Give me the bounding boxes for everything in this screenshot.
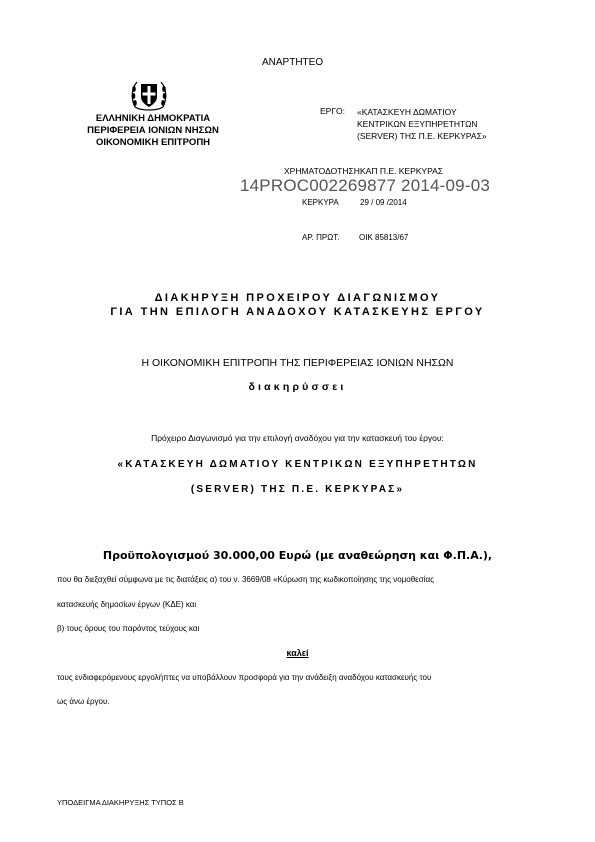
project-title-line: «ΚΑΤΑΣΚΕΥΗ ΔΩΜΑΤΙΟΥ ΚΕΝΤΡΙΚΩΝ ΕΞΥΠΗΡΕΤΗΤΩΝ (117, 459, 478, 470)
authority-line: ΟΙΚΟΝΟΜΙΚΗ ΕΠΙΤΡΟΠΗ (95, 137, 211, 148)
budget-statement: Προϋπολογισμού 30.000,00 Ευρώ (με αναθεώρηση και Φ.Π.Α.), (102, 549, 493, 562)
protocol-number: ΟΙΚ 85813/67 (359, 233, 409, 242)
authority-line: ΕΛΛΗΝΙΚΗ ΔΗΜΟΚΡΑΤΙΑ (95, 113, 211, 124)
declares-heading: διακηρύσσει (248, 381, 347, 393)
body-paragraph-line: β) τους όρους του παρόντος τεύχους και (57, 624, 200, 633)
document-subtitle: ΓΙΑ ΤΗΝ ΕΠΙΛΟΓΗ ΑΝΑΔΟΧΟΥ ΚΑΤΑΣΚΕΥΗΣ ΕΡΓΟΥ (110, 306, 485, 318)
footer-template-note: ΥΠΟΔΕΙΓΜΑ ΔΙΑΚΗΡΥΞΗΣ ΤΥΠΟΣ Β (57, 798, 184, 807)
project-label: ΕΡΓΟ: (320, 106, 345, 116)
tender-intro: Πρόχειρο Διαγωνισμό για την επιλογή αναδόχου για την κατασκευή του έργου: (151, 433, 444, 443)
greek-coat-of-arms-emblem (129, 77, 169, 113)
document-title: ΔΙΑΚΗΡΥΞΗ ΠΡΟΧΕΙΡΟΥ ΔΙΑΓΩΝΙΣΜΟΥ (154, 292, 441, 304)
project-title-line: (SERVER) ΤΗΣ Π.Ε. ΚΕΡΚΥΡΑΣ» (190, 484, 405, 495)
protocol-label: ΑΡ. ΠΡΩΤ. (302, 233, 340, 242)
body-paragraph-line: τους ενδιαφερόμενους εργολήπτες να υποβάλλουν προσφορά για την ανάδειξη αναδόχου κατασκευής του (57, 673, 432, 682)
committee-statement: Η ΟΙΚΟΝΟΜΙΚΗ ΕΠΙΤΡΟΠΗ ΤΗΣ ΠΕΡΙΦΕΡΕΙΑΣ ΙΟΝΙΩΝ ΝΗΣΩΝ (141, 357, 454, 369)
body-paragraph-line: κατασκευής δημοσίων έργων (ΚΔΕ) και (57, 600, 197, 609)
registration-stamp-code: 14PROC002269877 2014-09-03 (240, 176, 490, 195)
issuing-authority (70, 113, 236, 149)
funding-label: ΧΡΗΜΑΤΟΔΟΤΗΣΗ: (284, 166, 363, 176)
funding-value: ΚΑΠ Π.Ε. ΚΕΡΚΥΡΑΣ (360, 166, 444, 176)
authority-line: ΠΕΡΙΦΕΡΕΙΑ ΙΟΝΙΩΝ ΝΗΣΩΝ (87, 125, 219, 136)
body-paragraph-line: που θα διεξαχθεί σύμφωνα με τις διατάξεις α) του ν. 3669/08 «Κύρωση της κωδικοποίησης της νομοθεσίας (57, 575, 434, 584)
document-date: 29 / 09 /2014 (360, 198, 407, 207)
body-paragraph-line: ως άνω έργου. (57, 697, 110, 706)
project-value: «ΚΑΤΑΣΚΕΥΗ ΔΩΜΑΤΙΟΥ ΚΕΝΤΡΙΚΩΝ ΕΞΥΠΗΡΕΤΗΤΩΝ (SERVER) ΤΗΣ Π.Ε. ΚΕΡΚΥΡΑΣ» (357, 107, 487, 141)
posting-label: ΑΝΑΡΤΗΤΕΟ (262, 57, 324, 68)
invites-heading: καλεί (286, 648, 309, 658)
place-label: ΚΕΡΚΥΡΑ (302, 198, 339, 207)
